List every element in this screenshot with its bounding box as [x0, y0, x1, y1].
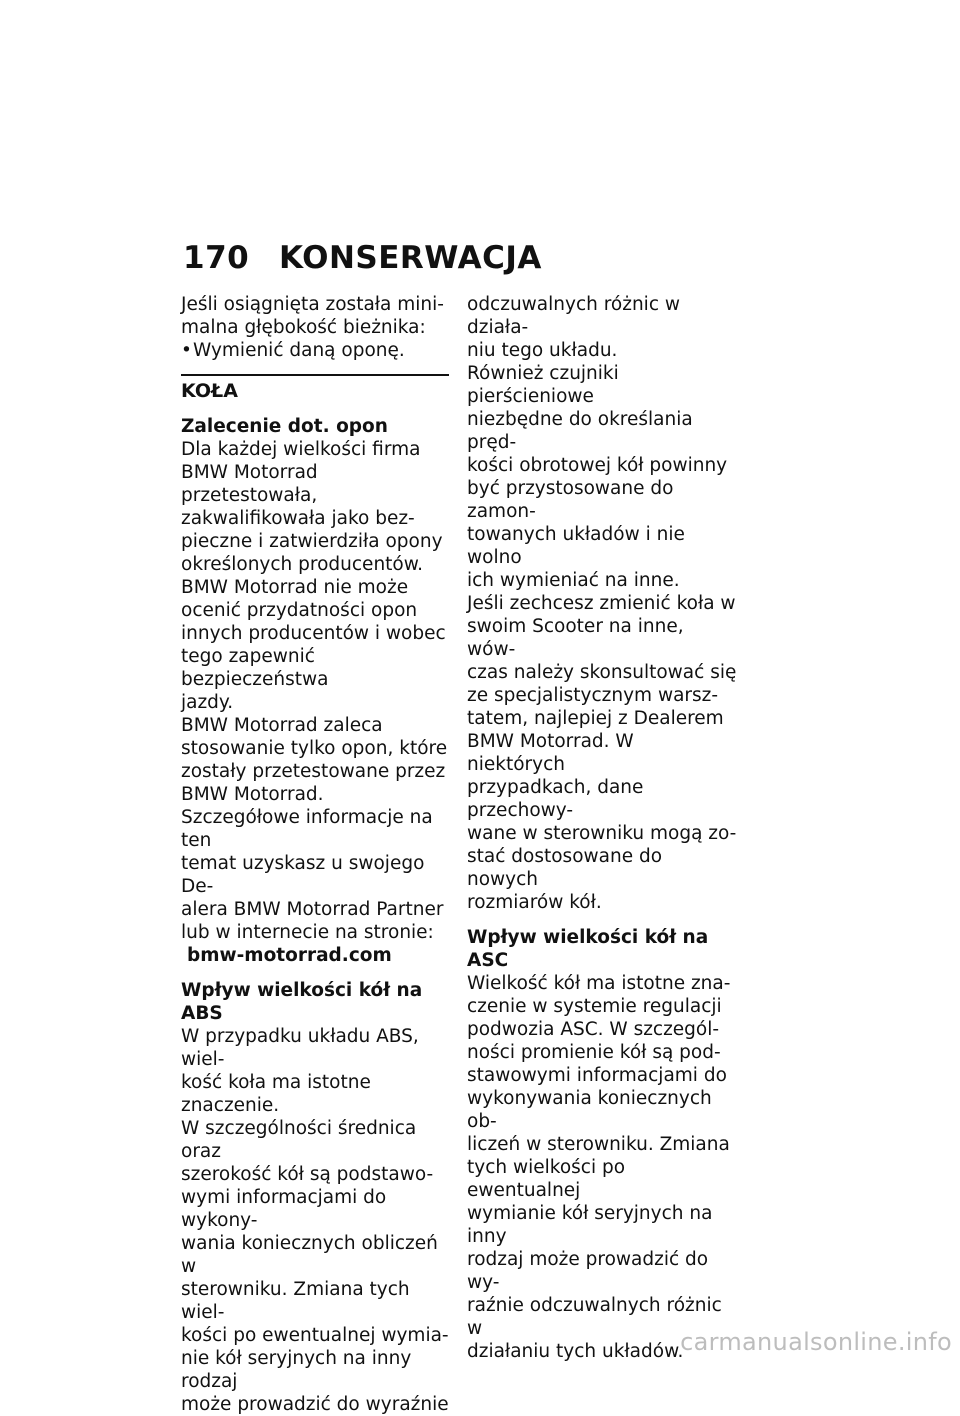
text-line: Wielkość kół ma istotne zna- [467, 973, 731, 994]
text-line: ocenić przydatności opon [181, 600, 418, 621]
text-line: jazdy. [181, 692, 234, 713]
right-column [467, 293, 737, 1363]
text-line: wymi informacjami do wykony- [181, 1187, 387, 1231]
page-header [183, 240, 542, 280]
section-title: KOŁA [181, 380, 238, 402]
text-line: lub w internecie na stronie: [181, 922, 434, 943]
subsection-body-tyres [181, 438, 451, 967]
text-line: raźnie odczuwalnych różnic w [467, 1295, 722, 1339]
subsection-body-asc [467, 972, 737, 1363]
text-line: temat uzyskasz u swojego De- [181, 853, 425, 897]
text-line: stosowanie tylko opon, które [181, 738, 448, 759]
subsection-body-abs [181, 1025, 451, 1416]
text-line: działaniu tych układów. [467, 1341, 684, 1362]
text-line: szerokość kół są podstawo- [181, 1164, 434, 1185]
text-line: towanych układów i nie wolno [467, 524, 685, 568]
text-line: Również czujniki pierścieniowe [467, 363, 619, 407]
text-line: zostały przetestowane przez [181, 761, 446, 782]
text-line: tych wielkości po ewentualnej [467, 1157, 626, 1201]
text-line: tego zapewnić bezpieczeństwa [181, 646, 329, 690]
text-line: wania koniecznych obliczeń w [181, 1233, 438, 1277]
bullet-text: Wymienić daną oponę. [193, 340, 405, 361]
text-line: odczuwalnych różnic w działa- [467, 294, 681, 338]
text-line: nie kół seryjnych na inny rodzaj [181, 1348, 412, 1392]
bullet-item [181, 339, 451, 362]
text-line: BMW Motorrad zaleca [181, 715, 383, 736]
spacer [467, 914, 737, 926]
subsection-title-asc: Wpływ wielkości kół na ASC [467, 927, 709, 971]
text-line: niu tego układu. [467, 340, 618, 361]
text-line: innych producentów i wobec [181, 623, 446, 644]
text-line: ich wymieniać na inne. [467, 570, 680, 591]
abs-continued-text [467, 293, 737, 914]
page-number: 170 [183, 240, 250, 276]
text-line: tatem, najlepiej z Dealerem [467, 708, 724, 729]
spacer [181, 967, 451, 979]
text-line: swoim Scooter na inne, wów- [467, 616, 684, 660]
text-line: BMW Motorrad. [181, 784, 324, 805]
text-line: zakwalifikowała jako bez- [181, 508, 415, 529]
text-line: ze specjalistycznym warsz- [467, 685, 719, 706]
text-line: stać dostosowane do nowych [467, 846, 663, 890]
watermark-text: carmanualsonline.info [680, 1328, 952, 1356]
bullet-icon: • [181, 340, 192, 361]
text-line: ności promienie kół są pod- [467, 1042, 721, 1063]
text-line: Szczegółowe informacje na ten [181, 807, 433, 851]
text-line: kości obrotowej kół powinny [467, 455, 728, 476]
text-line: rozmiarów kół. [467, 892, 602, 913]
text-line: niezbędne do określania pręd- [467, 409, 693, 453]
text-line: sterowniku. Zmiana tych wiel- [181, 1279, 410, 1323]
text-line: wane w sterowniku mogą zo- [467, 823, 737, 844]
text-line: podwozia ASC. W szczegól- [467, 1019, 720, 1040]
text-line: przypadkach, dane przechowy- [467, 777, 644, 821]
left-column [181, 293, 451, 1416]
spacer [181, 403, 451, 415]
text-line: BMW Motorrad. W niektórych [467, 731, 634, 775]
text-line: BMW Motorrad nie może [181, 577, 409, 598]
text-line: alera BMW Motorrad Partner [181, 899, 444, 920]
text-line: kość koła ma istotne znaczenie. [181, 1072, 371, 1116]
text-line: może prowadzić do wyraźnie [181, 1394, 449, 1415]
text-line: pieczne i zatwierdziła opony [181, 531, 443, 552]
text-line: czenie w systemie regulacji [467, 996, 722, 1017]
subsection-title-abs: Wpływ wielkości kół na ABS [181, 980, 423, 1024]
section-divider [181, 374, 449, 376]
text-line: być przystosowane do zamon- [467, 478, 674, 522]
text-line: wymianie kół seryjnych na inny [467, 1203, 713, 1247]
text-line: wykonywania koniecznych ob- [467, 1088, 712, 1132]
chapter-title: KONSERWACJA [279, 240, 542, 276]
text-line: malna głębokość bieżnika: [181, 317, 426, 338]
text-line: Dla każdej wielkości firma [181, 439, 421, 460]
text-line: stawowymi informacjami do [467, 1065, 727, 1086]
text-line: określonych producentów. [181, 554, 424, 575]
text-line: liczeń w sterowniku. Zmiana [467, 1134, 730, 1155]
text-line: kości po ewentualnej wymia- [181, 1325, 449, 1346]
text-line: Jeśli osiągnięta została mini- [181, 294, 444, 315]
website-link[interactable]: bmw-motorrad.com [187, 945, 392, 966]
text-line: W szczególności średnica oraz [181, 1118, 417, 1162]
text-line: Jeśli zechcesz zmienić koła w [467, 593, 736, 614]
text-line: rodzaj może prowadzić do wy- [467, 1249, 709, 1293]
text-line: czas należy skonsultować się [467, 662, 737, 683]
text-line: W przypadku układu ABS, wiel- [181, 1026, 419, 1070]
intro-text [181, 293, 451, 339]
text-line: BMW Motorrad przetestowała, [181, 462, 318, 506]
subsection-title-tyres: Zalecenie dot. opon [181, 416, 388, 437]
